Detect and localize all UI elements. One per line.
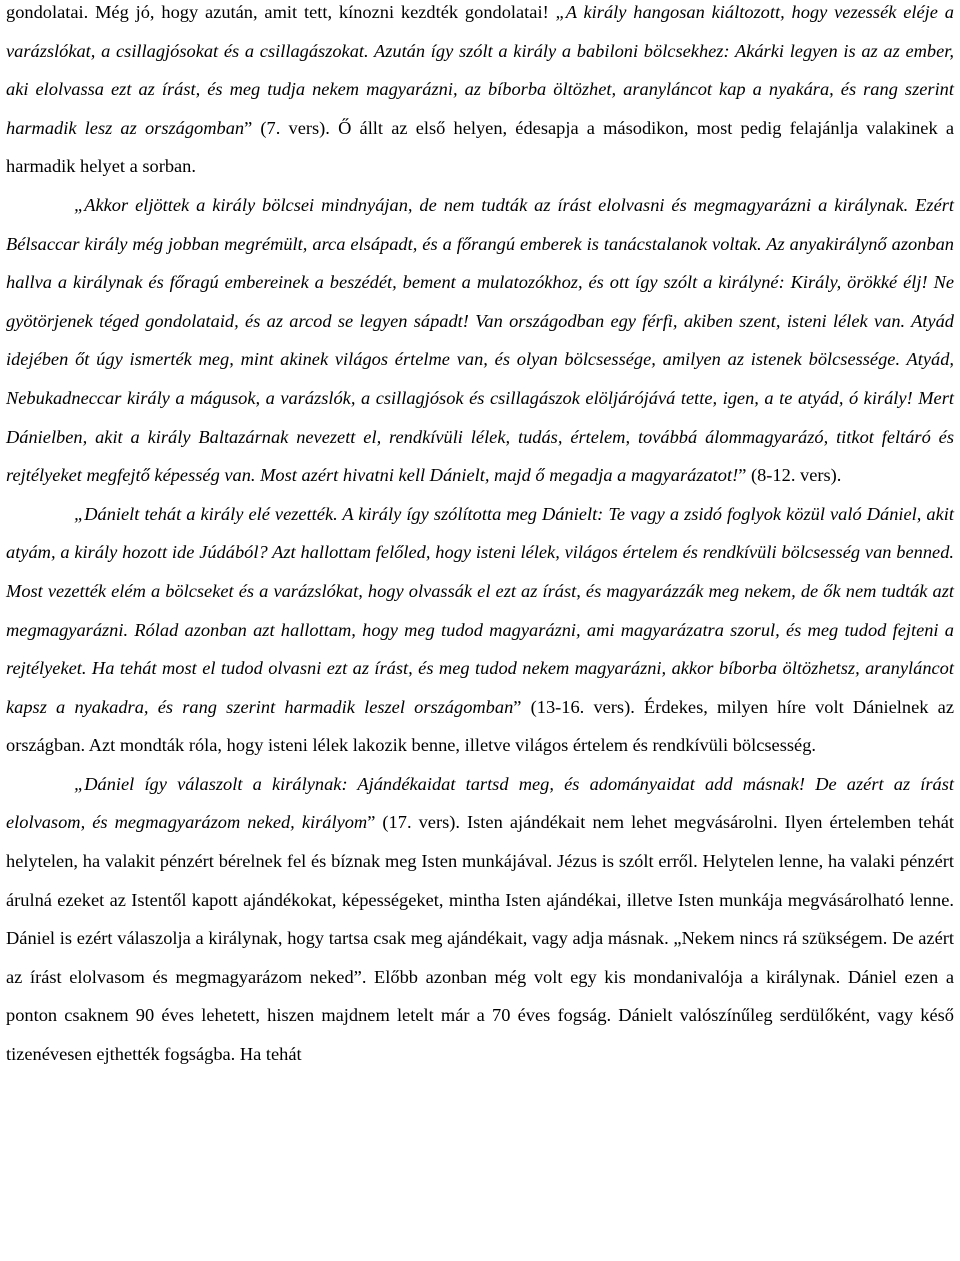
quoted-text: „Dániel így válaszolt a királynak: Ajándékaidat tartsd meg, és adományaidat add másnak! De azért az írást elolvasom, és megmagyarázom neked, királyom [6,773,954,833]
paragraph-p4 [6,765,954,1074]
paragraph-p2 [6,186,954,495]
body-text: gondolatai. Még jó, hogy azután, amit tett, kínozni kezdték gondolatai! [6,2,556,22]
paragraph-p3 [6,495,954,765]
quoted-text: „A király hangosan kiáltozott, hogy vezessék eléje a varázslókat, a csillagjósokat és a csillagászokat. Azután így szólt a király a babiloni bölcsekhez: Akárki legyen is az az ember, aki elolvassa ezt az írást, és meg tudja nekem magyarázni, az bíborba öltözhet, aranyláncot kap a nyakára, és rang szerint harmadik lesz az országomban [6,2,954,138]
body-text: ” (13-16. vers). Érdekes, milyen híre volt Dánielnek az országban. Azt mondták róla, hogy isteni lélek lakozik benne, illetve világos értelem és rendkívüli bölcsesség. [6,696,954,756]
quoted-text: „Akkor eljöttek a király bölcsei mindnyájan, de nem tudták az írást elolvasni és megmagyarázni a királynak. Ezért Bélsaccar király még jobban megrémült, arca elsápadt, és a főrangú emberek is tanácstalanok voltak. Az anyakirálynő azonban hallva a királynak és főragú embereinek a beszédét, bement a mulatozókhoz, és ott így szólt a királyné: Király, örökké élj! Ne gyötörjenek téged gondolataid, és az arcod se legyen sápadt! Van országodban egy férfi, akiben szent, isteni lélek van. Atyád idejében őt úgy ismerték meg, mint akinek világos értelme van, és olyan bölcsessége, amilyen az istenek bölcsessége. Atyád, Nebukadneccar király a mágusok, a varázslók, a csillagjósok és csillagászok elöljárójává tette, igen, a te atyád, ó király! Mert Dánielben, akit a király Baltazárnak nevezett el, rendkívüli lélek, tudás, értelem, továbbá álommagyarázó, titkot feltáró és rejtélyeket megfejtő képesség van. Most azért hivatni kell Dánielt, majd ő megadja a magyarázatot! [6,194,954,486]
body-text: ” (8-12. vers). [738,465,842,486]
quoted-text: „Dánielt tehát a király elé vezették. A király így szólította meg Dánielt: Te vagy a zsidó foglyok közül való Dániel, akit atyám, a király hozott ide Júdából? Azt hallottam felőled, hogy isteni lélek, világos értelem és rendkívüli bölcsesség van benned. Most vezették elém a bölcseket és a varázslókat, hogy olvassák el ezt az írást, és magyarázzák meg nekem, de ők nem tudták azt megmagyarázni. Rólad azonban azt hallottam, hogy meg tudod magyarázni, ami magyarázatra szorul, és meg tudod fejteni a rejtélyeket. Ha tehát most el tudod olvasni ezt az írást, és meg tudod nekem magyarázni, akkor bíborba öltözhetsz, aranyláncot kapsz a nyakadra, és rang szerint harmadik leszel országomban [6,503,954,717]
body-text: ” (7. vers). Ő állt az első helyen, édesapja a másodikon, most pedig felajánlja valakinek a harmadik helyet a sorban. [6,117,954,177]
body-text: ” (17. vers). Isten ajándékait nem lehet megvásárolni. Ilyen értelemben tehát helytelen, ha valakit pénzért bérelnek fel és bíznak meg Isten munkájával. Jézus is szólt erről. Helytelen lenne, ha valaki pénzért árulná ezeket az Istentől kapott ajándékokat, képességeket, mintha Isten ajándékai, illetve Isten munkája megvásárolható lenne. Dániel is ezért válaszolja a királynak, hogy tartsa csak meg ajándékait, vagy adja másnak. „Nekem nincs rá szükségem. De azért az írást elolvasom és megmagyarázom neked”. Előbb azonban még volt egy kis mondanivalója a királynak. Dániel ezen a ponton csaknem 90 éves lehetett, hiszen majdnem letelt már a 70 éves fogság. Dánielt valószínűleg serdülőként, vagy késő tizenévesen ejthették fogságba. Ha tehát [6,812,954,1065]
paragraph-p1 [6,0,954,186]
